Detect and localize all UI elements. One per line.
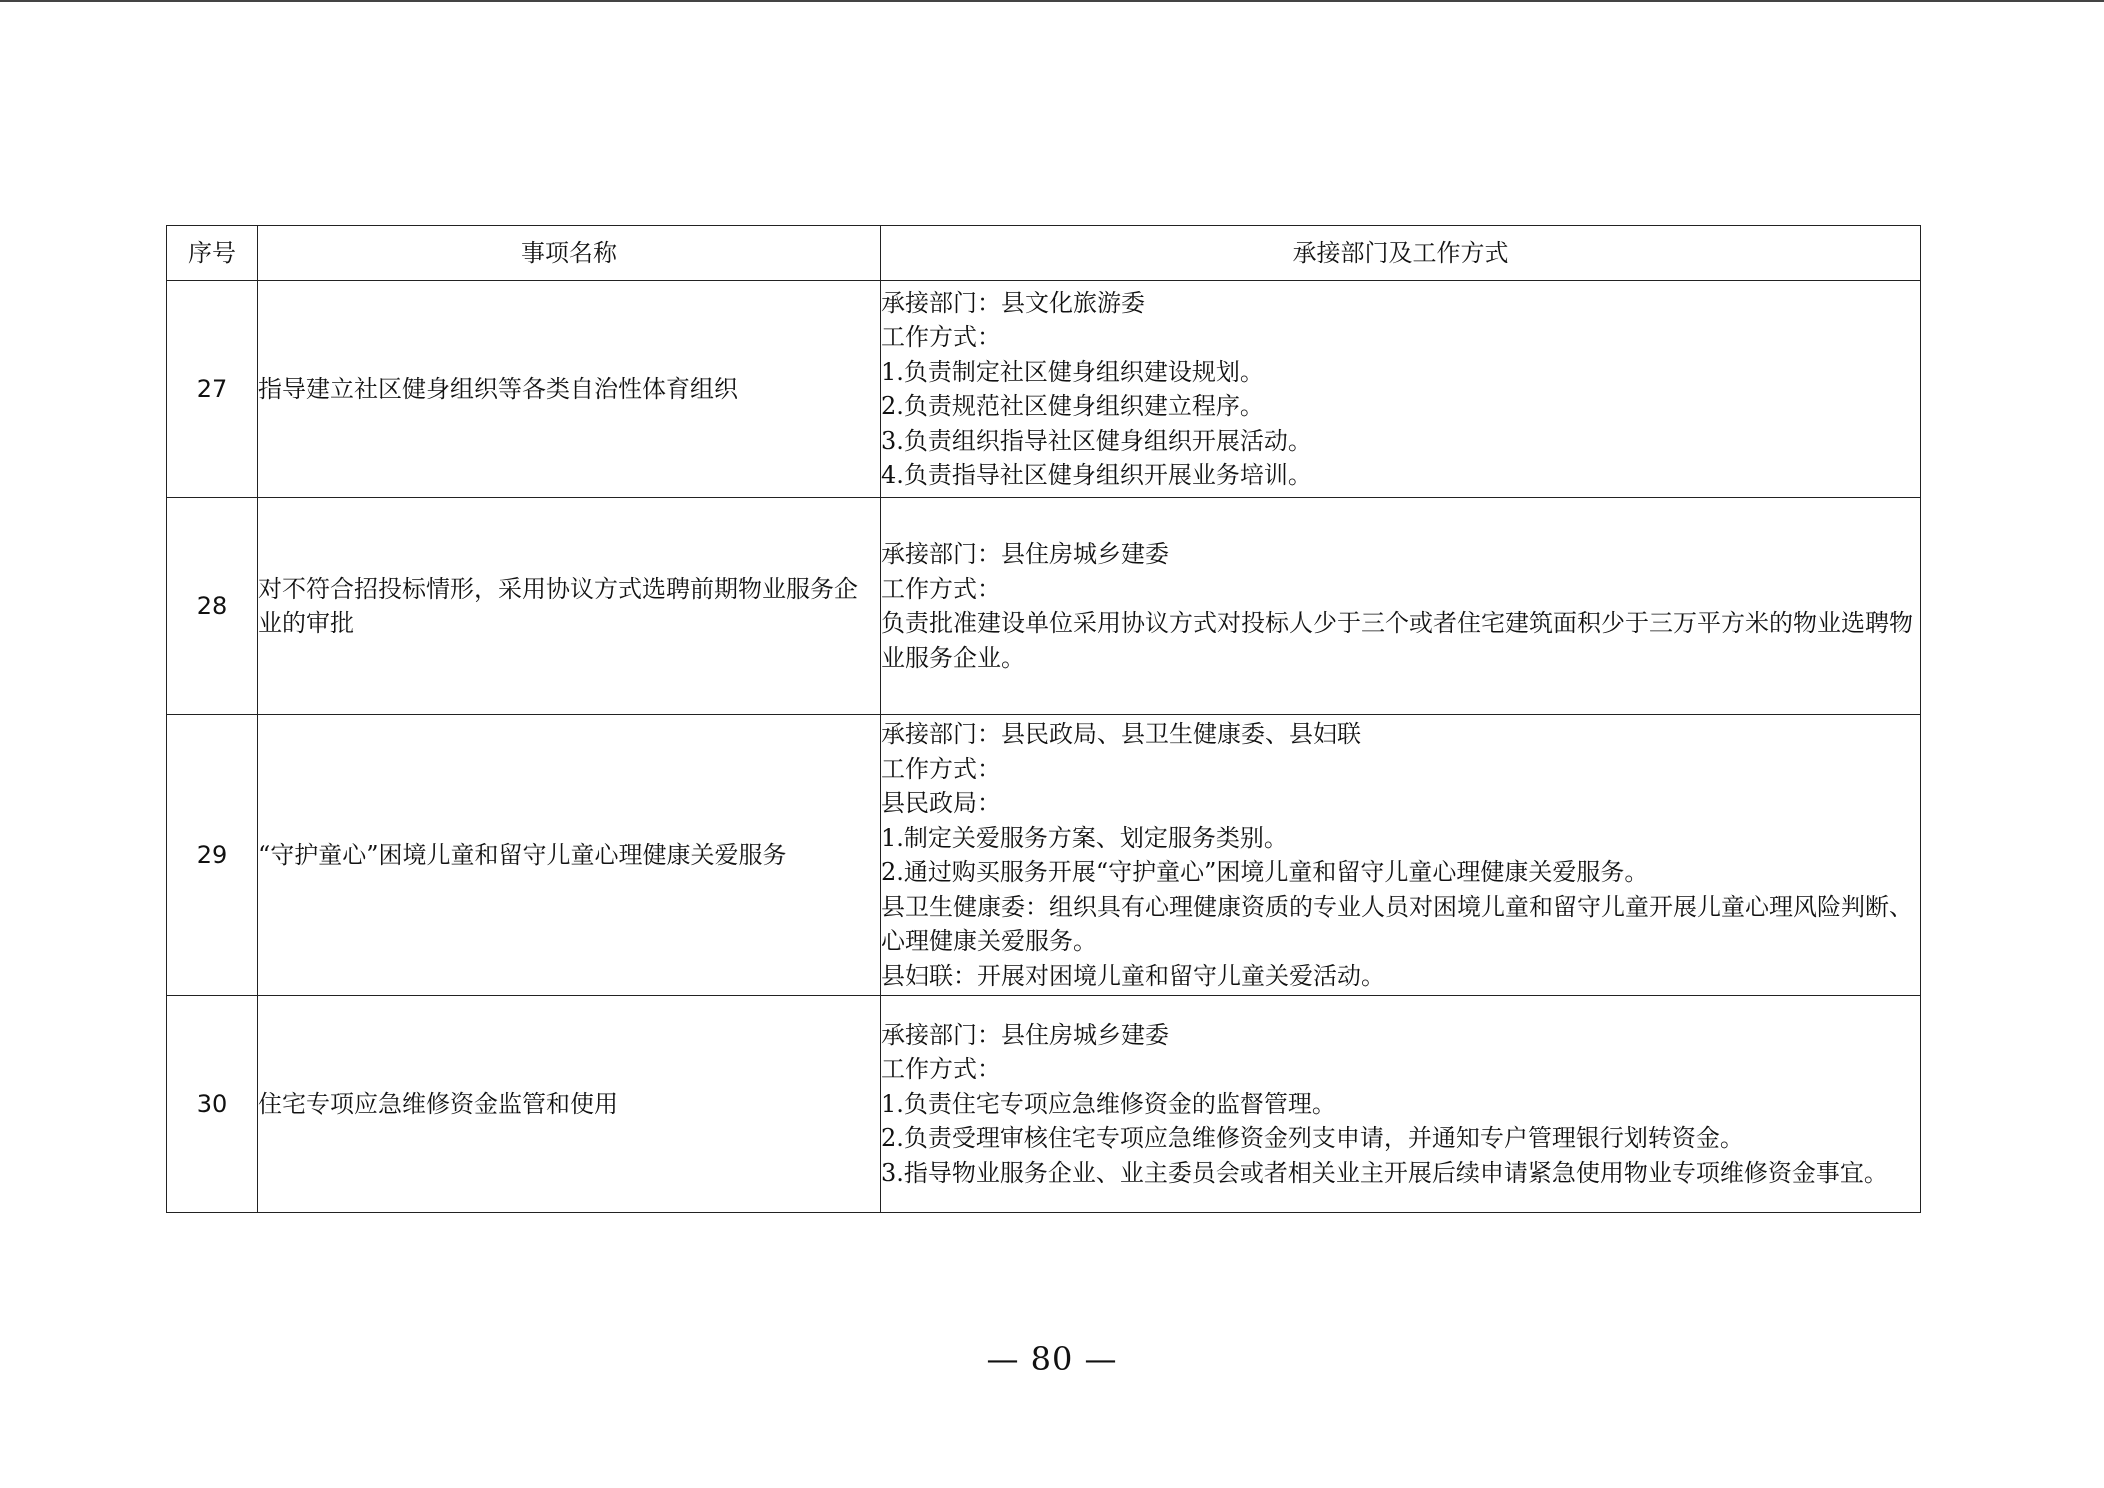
method-line: 2.负责受理审核住宅专项应急维修资金列支申请，并通知专户管理银行划转资金。	[881, 1124, 1744, 1153]
row-department-method	[881, 715, 1921, 996]
row-serial-number: 28	[167, 498, 258, 715]
header-serial-number: 序号	[167, 226, 258, 281]
row-serial-number: 30	[167, 996, 258, 1213]
method-line: 2.通过购买服务开展“守护童心”困境儿童和留守儿童心理健康关爱服务。	[881, 858, 1649, 886]
method-line: 3.指导物业服务企业、业主委员会或者相关业主开展后续申请紧急使用物业专项维修资金事宜。	[881, 1158, 1888, 1187]
method-line: 4.负责指导社区健身组织开展业务培训。	[881, 461, 1312, 489]
table-row	[167, 281, 1921, 498]
method-line: 1.制定关爱服务方案、划定服务类别。	[881, 823, 1288, 852]
department-line: 承接部门：县民政局、县卫生健康委、县妇联	[881, 720, 1361, 748]
row-matter-name: 指导建立社区健身组织等各类自治性体育组织	[258, 281, 881, 498]
table-row	[167, 715, 1921, 996]
table-header-row	[167, 226, 1921, 281]
row-department-method	[881, 281, 1921, 498]
row-department-method	[881, 498, 1921, 715]
method-label-line: 工作方式：	[881, 323, 1001, 351]
department-line: 承接部门：县住房城乡建委	[881, 540, 1169, 568]
row-serial-number: 29	[167, 715, 258, 996]
header-department-and-method: 承接部门及工作方式	[881, 226, 1921, 281]
department-line: 承接部门：县住房城乡建委	[881, 1020, 1169, 1049]
method-line: 2.负责规范社区健身组织建立程序。	[881, 392, 1264, 420]
method-line: 1.负责住宅专项应急维修资金的监督管理。	[881, 1089, 1336, 1118]
method-line: 县民政局：	[881, 789, 1001, 817]
method-line: 县妇联：开展对困境儿童和留守儿童关爱活动。	[881, 961, 1385, 990]
department-line: 承接部门：县文化旅游委	[881, 288, 1145, 317]
page-number: — 80 —	[986, 1340, 1118, 1378]
row-matter-name: “守护童心”困境儿童和留守儿童心理健康关爱服务	[258, 715, 881, 996]
method-line: 县卫生健康委：组织具有心理健康资质的专业人员对困境儿童和留守儿童开展儿童心理风险判断、心理健康关爱服务。	[881, 892, 1913, 955]
method-label-line: 工作方式：	[881, 574, 1001, 603]
method-line: 1.负责制定社区健身组织建设规划。	[881, 357, 1264, 386]
method-label-line: 工作方式：	[881, 754, 1001, 783]
row-serial-number: 27	[167, 281, 258, 498]
row-department-method	[881, 996, 1921, 1213]
row-matter-name: 对不符合招投标情形，采用协议方式选聘前期物业服务企业的审批	[258, 498, 881, 715]
top-border-line	[0, 0, 2104, 2]
method-label-line: 工作方式：	[881, 1055, 1001, 1084]
method-line: 负责批准建设单位采用协议方式对投标人少于三个或者住宅建筑面积少于三万平方米的物业选聘物业服务企业。	[881, 609, 1913, 672]
method-line: 3.负责组织指导社区健身组织开展活动。	[881, 426, 1312, 455]
table-row	[167, 996, 1921, 1213]
matters-table	[166, 225, 1921, 1213]
table-row	[167, 498, 1921, 715]
header-matter-name: 事项名称	[258, 226, 881, 281]
row-matter-name: 住宅专项应急维修资金监管和使用	[258, 996, 881, 1213]
